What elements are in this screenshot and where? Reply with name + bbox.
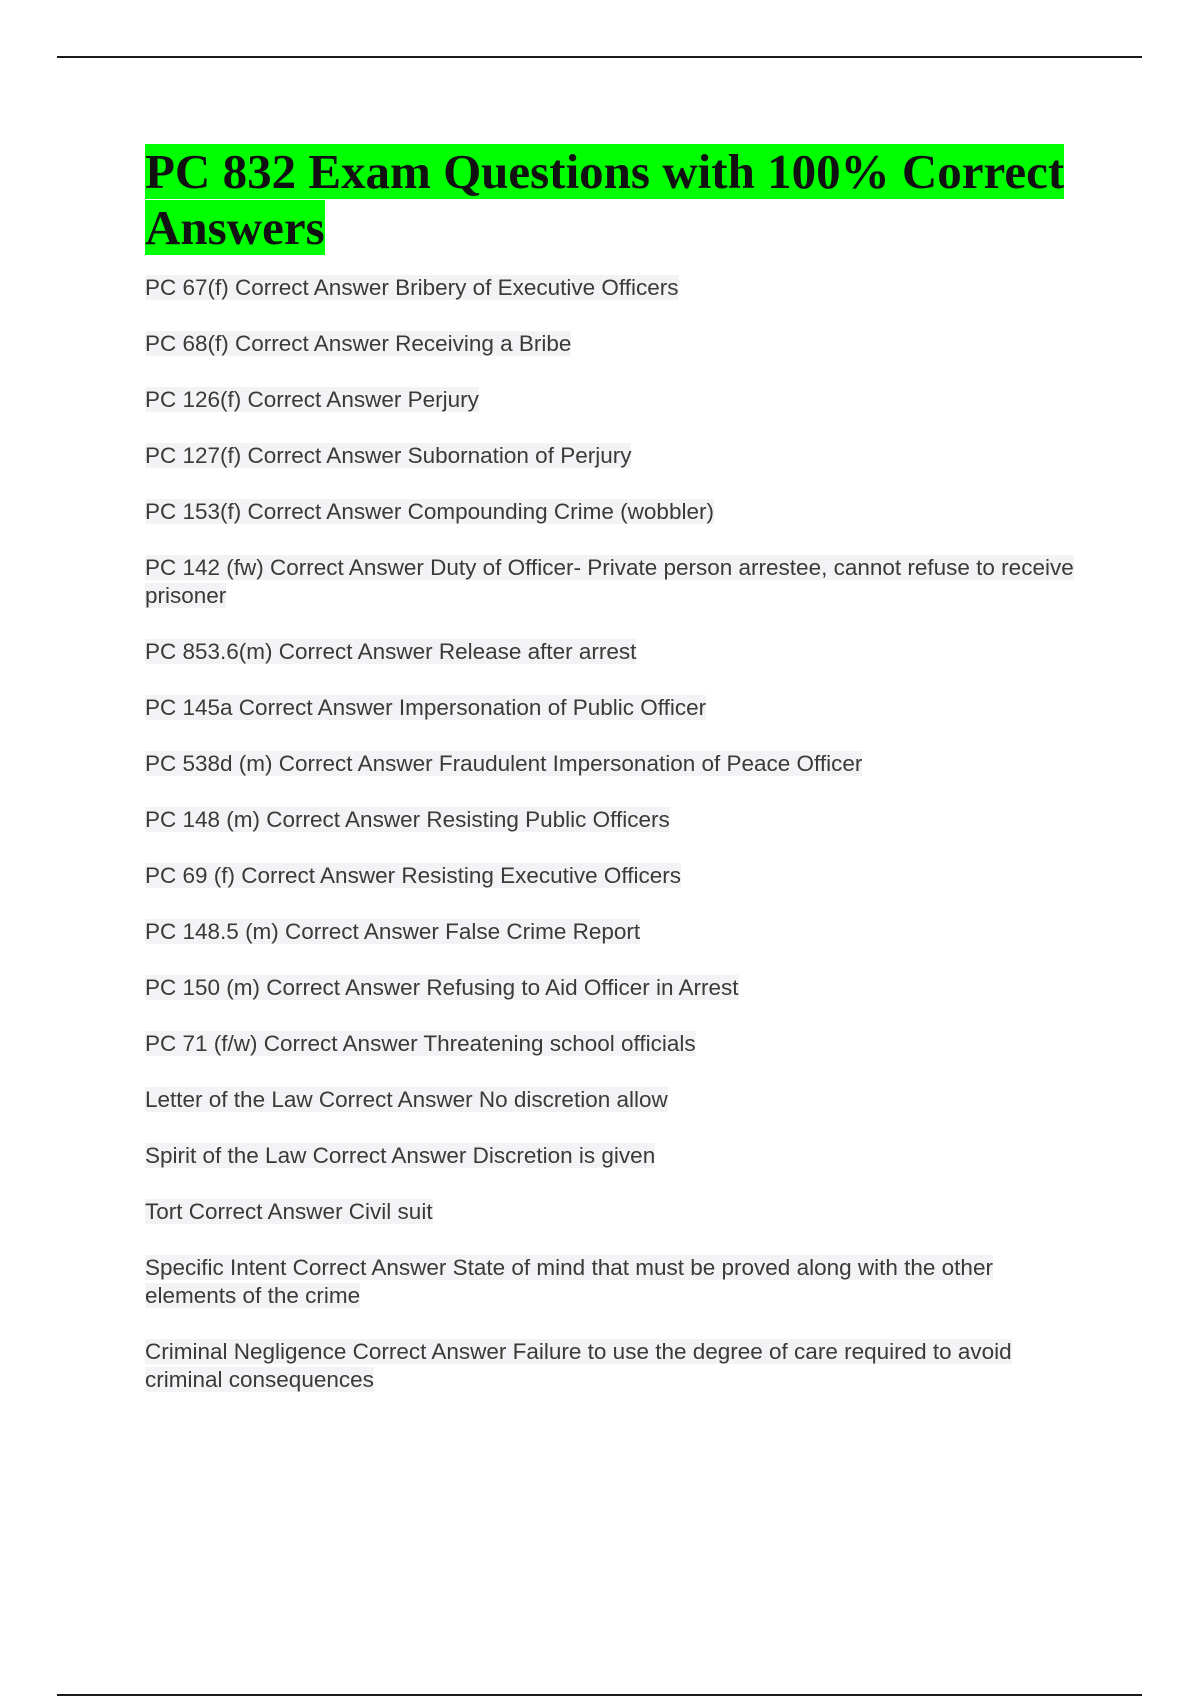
qa-item bbox=[145, 442, 1080, 470]
qa-item bbox=[145, 750, 1080, 778]
qa-text: PC 67(f) Correct Answer Bribery of Executive Officers bbox=[145, 275, 679, 300]
document-body bbox=[145, 144, 1080, 1422]
qa-text: PC 127(f) Correct Answer Subornation of Perjury bbox=[145, 443, 632, 468]
qa-item bbox=[145, 918, 1080, 946]
qa-text: PC 69 (f) Correct Answer Resisting Executive Officers bbox=[145, 863, 682, 888]
qa-item bbox=[145, 330, 1080, 358]
qa-text: Criminal Negligence Correct Answer Failure to use the degree of care required to avoid criminal consequences bbox=[145, 1339, 1012, 1392]
qa-item bbox=[145, 1198, 1080, 1226]
qa-text: PC 142 (fw) Correct Answer Duty of Officer- Private person arrestee, cannot refuse to receive prisoner bbox=[145, 555, 1074, 608]
qa-item bbox=[145, 274, 1080, 302]
qa-text: Tort Correct Answer Civil suit bbox=[145, 1199, 433, 1224]
qa-item bbox=[145, 974, 1080, 1002]
qa-text: Letter of the Law Correct Answer No discretion allow bbox=[145, 1087, 668, 1112]
qa-text: PC 853.6(m) Correct Answer Release after arrest bbox=[145, 639, 637, 664]
qa-item bbox=[145, 554, 1080, 610]
qa-item bbox=[145, 1338, 1080, 1394]
qa-text: PC 68(f) Correct Answer Receiving a Bribe bbox=[145, 331, 572, 356]
qa-list bbox=[145, 274, 1080, 1394]
qa-item bbox=[145, 862, 1080, 890]
qa-item bbox=[145, 1030, 1080, 1058]
qa-text: PC 148 (m) Correct Answer Resisting Public Officers bbox=[145, 807, 670, 832]
qa-text: PC 145a Correct Answer Impersonation of Public Officer bbox=[145, 695, 707, 720]
qa-item bbox=[145, 1086, 1080, 1114]
qa-item bbox=[145, 694, 1080, 722]
qa-item bbox=[145, 638, 1080, 666]
qa-text: PC 538d (m) Correct Answer Fraudulent Impersonation of Peace Officer bbox=[145, 751, 863, 776]
qa-text: PC 153(f) Correct Answer Compounding Crime (wobbler) bbox=[145, 499, 714, 524]
qa-text: PC 148.5 (m) Correct Answer False Crime Report bbox=[145, 919, 641, 944]
qa-text: Spirit of the Law Correct Answer Discretion is given bbox=[145, 1143, 656, 1168]
qa-item bbox=[145, 806, 1080, 834]
qa-text: PC 150 (m) Correct Answer Refusing to Aid Officer in Arrest bbox=[145, 975, 739, 1000]
qa-item bbox=[145, 1142, 1080, 1170]
qa-text: PC 71 (f/w) Correct Answer Threatening school officials bbox=[145, 1031, 696, 1056]
top-rule bbox=[57, 56, 1142, 58]
document-title bbox=[145, 144, 1080, 256]
qa-item bbox=[145, 386, 1080, 414]
qa-item bbox=[145, 1254, 1080, 1310]
qa-text: PC 126(f) Correct Answer Perjury bbox=[145, 387, 479, 412]
qa-text: Specific Intent Correct Answer State of mind that must be proved along with the other elements of the crime bbox=[145, 1255, 993, 1308]
document-title-text: PC 832 Exam Questions with 100% Correct Answers bbox=[145, 144, 1065, 255]
qa-item bbox=[145, 498, 1080, 526]
bottom-rule bbox=[57, 1694, 1142, 1696]
